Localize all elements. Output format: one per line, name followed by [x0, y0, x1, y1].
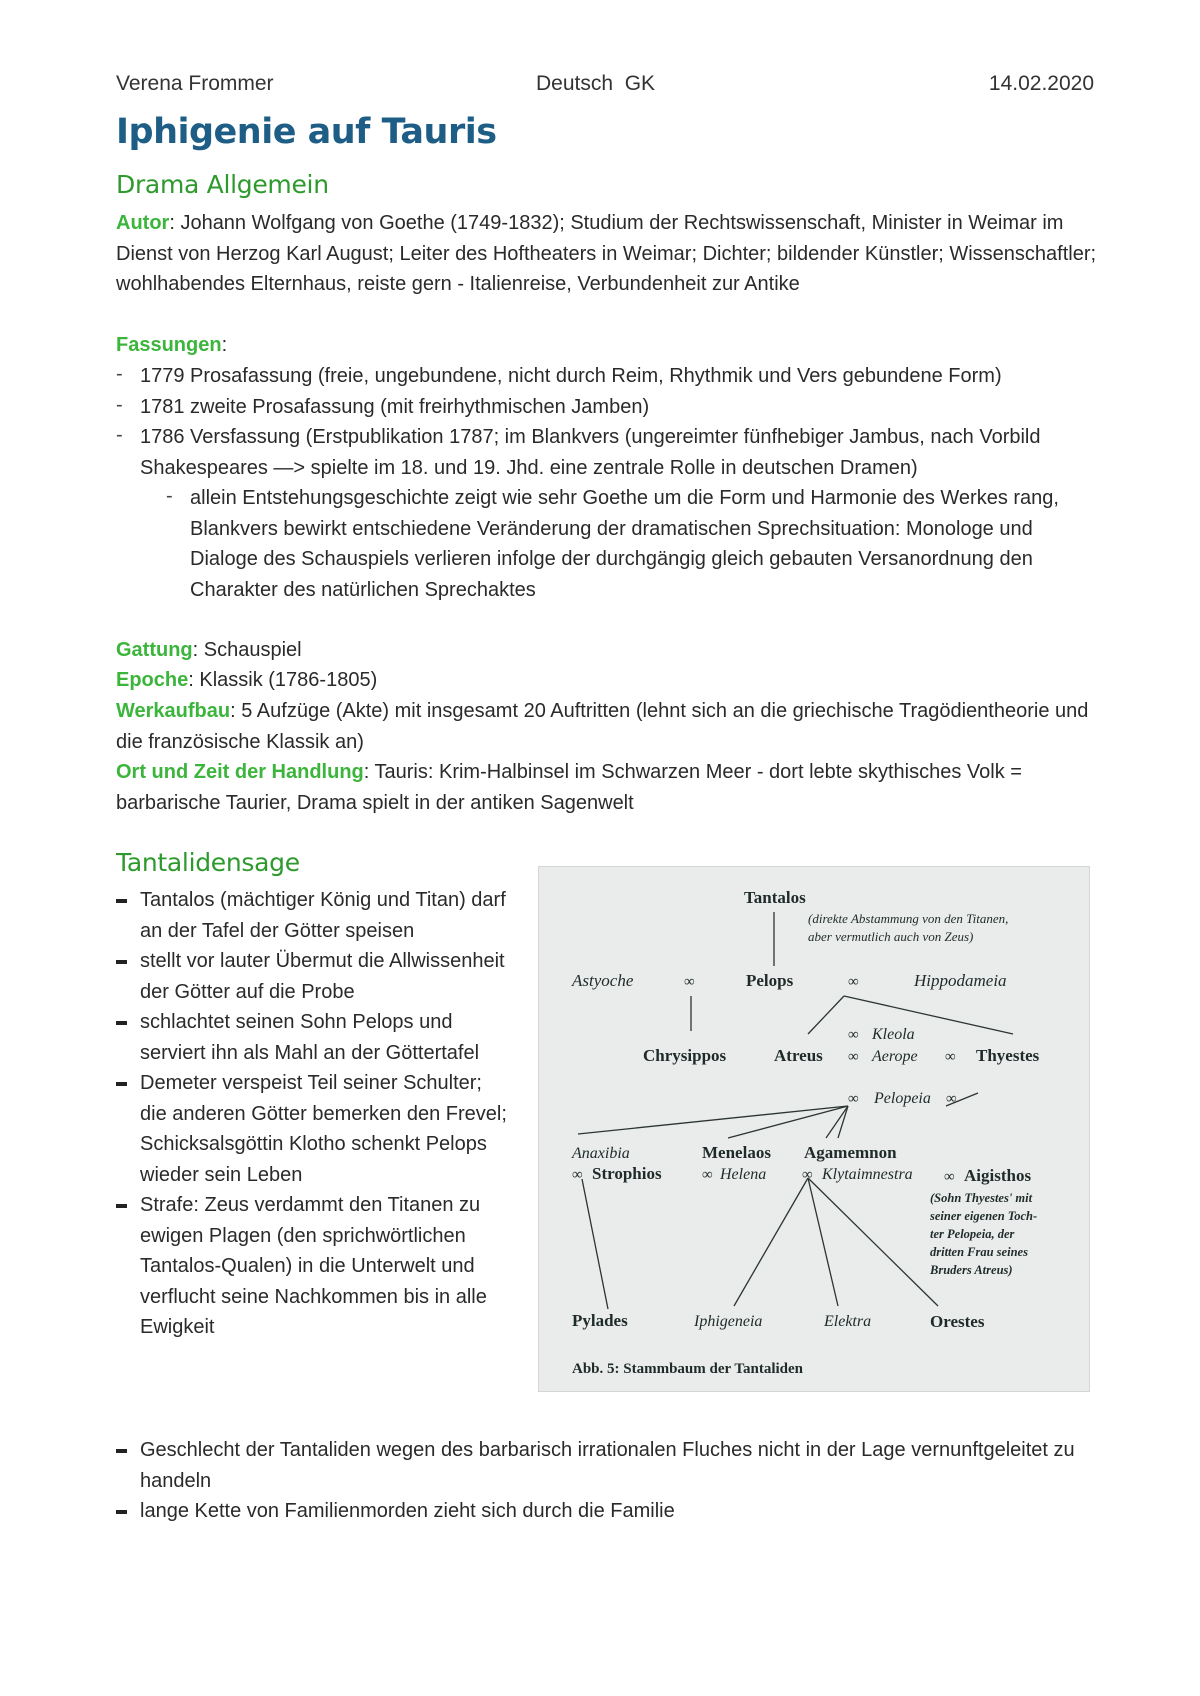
werkaufbau-paragraph [116, 696, 1106, 757]
list-subitem: - allein Entstehungsgeschichte zeigt wie sehr Goethe um die Form und Harmonie des Werkes rang, Blankvers bewirkt entschiedene Veränderung der dramatischen Sprechsituation: Monologe und Dialoge des Schauspiels verlieren infolge der durchgängig gleich gebauten Versanordnung den Charakter des natürlichen Sprechaktes [116, 483, 1106, 605]
page-title: Iphigenie auf Tauris [116, 112, 497, 152]
tree-marriage-symbol: ∞ [945, 1049, 956, 1065]
epoche-label: Epoche [116, 669, 189, 691]
tree-klytaimnestra: Klytaimnestra [822, 1166, 913, 1183]
tree-pylades: Pylades [572, 1311, 628, 1330]
header-subject: Deutsch GK [536, 72, 656, 95]
list-item: - 1786 Versfassung (Erstpublikation 1787; im Blankvers (ungereimter fünfhebiger Jambus, nach Vorbild Shakespeares —> spielte im 18. und 19. Jhd. eine zentrale Rolle in deutschen Dramen) [116, 422, 1106, 483]
tree-elektra: Elektra [824, 1313, 872, 1330]
section-heading-tantaliden: Tantalidensage [116, 848, 300, 877]
header-date: 14.02.2020 [988, 72, 1094, 95]
tree-pelops: Pelops [746, 971, 794, 990]
tree-marriage-symbol: ∞ [848, 1049, 859, 1065]
list-item: - 1781 zweite Prosafassung (mit freirhythmischen Jamben) [116, 392, 1106, 423]
figure-caption: Abb. 5: Stammbaum der Tantaliden [572, 1361, 804, 1377]
tree-aigisthos-note-5: Bruders Atreus) [930, 1263, 1013, 1277]
tree-menelaos: Menelaos [702, 1143, 771, 1162]
werkaufbau-label: Werkaufbau [116, 700, 231, 722]
tree-pelopeia: Pelopeia [874, 1090, 931, 1107]
tree-aigisthos: Aigisthos [964, 1166, 1032, 1185]
tree-strophios: Strophios [592, 1164, 662, 1183]
list-item: Geschlecht der Tantaliden wegen des barbarisch irrationalen Fluches nicht in der Lage vernunftgeleitet zu handeln [116, 1435, 1106, 1496]
tree-thyestes: Thyestes [976, 1046, 1040, 1065]
tree-marriage-symbol: ∞ [946, 1091, 957, 1107]
tantaliden-list [116, 885, 508, 1343]
list-item: Demeter verspeist Teil seiner Schulter; die anderen Götter bemerken den Frevel; Schicksalsgöttin Klotho schenkt Pelops wieder sein Leben [116, 1068, 508, 1190]
family-tree-figure [538, 866, 1090, 1392]
list-item: lange Kette von Familienmorden zieht sich durch die Familie [116, 1496, 1106, 1527]
autor-text: : Johann Wolfgang von Goethe (1749-1832); Studium der Rechtswissenschaft, Minister in Weimar im Dienst von Herzog Karl August; Leiter des Hoftheaters in Weimar; Dichter; bildender Künstler; Wissenschaftler; wohlhabendes Elternhaus, reiste gern - Italienreise, Verbundenheit zur Antike [116, 212, 1097, 295]
tree-atreus: Atreus [774, 1046, 823, 1065]
header-author: Verena Frommer [116, 72, 274, 95]
gattung-text: : Schauspiel [192, 639, 302, 661]
list-item: Tantalos (mächtiger König und Titan) darf an der Tafel der Götter speisen [116, 885, 508, 946]
tree-tantalos: Tantalos [744, 888, 806, 907]
list-item: schlachtet seinen Sohn Pelops und serviert ihn als Mahl an der Göttertafel [116, 1007, 508, 1068]
tree-marriage-symbol: ∞ [572, 1167, 583, 1183]
tantaliden-list-wide [116, 1435, 1106, 1527]
tree-tantalos-note-1: (direkte Abstammung von den Titanen, [808, 911, 1009, 926]
ort-paragraph [116, 757, 1106, 818]
fassungen-label: Fassungen [116, 334, 222, 356]
gattung-label: Gattung [116, 639, 193, 661]
tree-chrysippos: Chrysippos [643, 1046, 727, 1065]
tree-marriage-symbol: ∞ [944, 1169, 955, 1185]
tree-anaxibia: Anaxibia [572, 1145, 630, 1162]
tree-helena: Helena [720, 1166, 767, 1183]
section-heading-drama: Drama Allgemein [116, 170, 329, 199]
epoche-line [116, 665, 1106, 696]
tree-iphigeneia: Iphigeneia [694, 1313, 763, 1330]
line-agamemnon-iphigeneia [734, 1178, 808, 1306]
tree-marriage-symbol: ∞ [702, 1167, 713, 1183]
tree-marriage-symbol: ∞ [684, 974, 695, 990]
tree-aigisthos-note-3: ter Pelopeia, der [930, 1227, 1015, 1241]
fassungen-colon: : [221, 334, 228, 356]
line-pelops-thyestes [844, 996, 1013, 1034]
ort-text: : Tauris: Krim-Halbinsel im Schwarzen Meer - dort lebte skythisches Volk = barbarische Taurier, Drama spielt in der antiken Sagenwelt [116, 761, 1022, 814]
epoche-text: : Klassik (1786-1805) [188, 669, 378, 691]
tree-tantalos-note-2: aber vermutlich auch von Zeus) [808, 929, 974, 944]
autor-paragraph [116, 208, 1106, 300]
autor-label: Autor [116, 212, 170, 234]
list-item: - 1779 Prosafassung (freie, ungebundene, nicht durch Reim, Rhythmik und Vers gebundene Form) [116, 361, 1106, 392]
family-tree-diagram [538, 866, 1090, 1392]
fassungen-heading [116, 330, 1106, 361]
tree-agamemnon: Agamemnon [804, 1143, 897, 1162]
line-agamemnon-orestes [808, 1178, 938, 1306]
tree-hippodameia: Hippodameia [914, 971, 1007, 990]
tree-marriage-symbol: ∞ [848, 974, 859, 990]
tree-aerope: Aerope [872, 1048, 918, 1065]
tree-aigisthos-note-2: seiner eigenen Toch- [930, 1209, 1038, 1223]
line-agamemnon-elektra [808, 1178, 838, 1306]
tree-kleola: Kleola [872, 1026, 915, 1043]
tree-orestes: Orestes [930, 1312, 985, 1331]
tree-aigisthos-note-4: dritten Frau seines [930, 1245, 1028, 1259]
line-strophios-pylades [582, 1179, 608, 1309]
list-item: stellt vor lauter Übermut die Allwissenheit der Götter auf die Probe [116, 946, 508, 1007]
werkaufbau-text: : 5 Aufzüge (Akte) mit insgesamt 20 Auftritten (lehnt sich an die griechische Tragödientheorie und die französische Klassik an) [116, 700, 1089, 753]
tree-astyoche: Astyoche [572, 971, 634, 990]
line-atreus-aerope [838, 1106, 848, 1138]
ort-label: Ort und Zeit der Handlung [116, 761, 364, 783]
line-pelops-atreus [808, 996, 844, 1034]
tree-marriage-symbol: ∞ [802, 1167, 813, 1183]
fassungen-list [116, 361, 1106, 605]
list-item: Strafe: Zeus verdammt den Titanen zu ewigen Plagen (den sprichwörtlichen Tantalos-Qualen) in die Unterwelt und verflucht seine Nachkommen bis in alle Ewigkeit [116, 1190, 508, 1343]
page-header [116, 72, 1094, 102]
line-atreus-anaxibia [578, 1106, 848, 1134]
tree-marriage-symbol: ∞ [848, 1091, 859, 1107]
gattung-line [116, 635, 1106, 666]
tree-marriage-symbol: ∞ [848, 1027, 859, 1043]
tree-aigisthos-note-1: (Sohn Thyestes' mit [930, 1191, 1033, 1205]
